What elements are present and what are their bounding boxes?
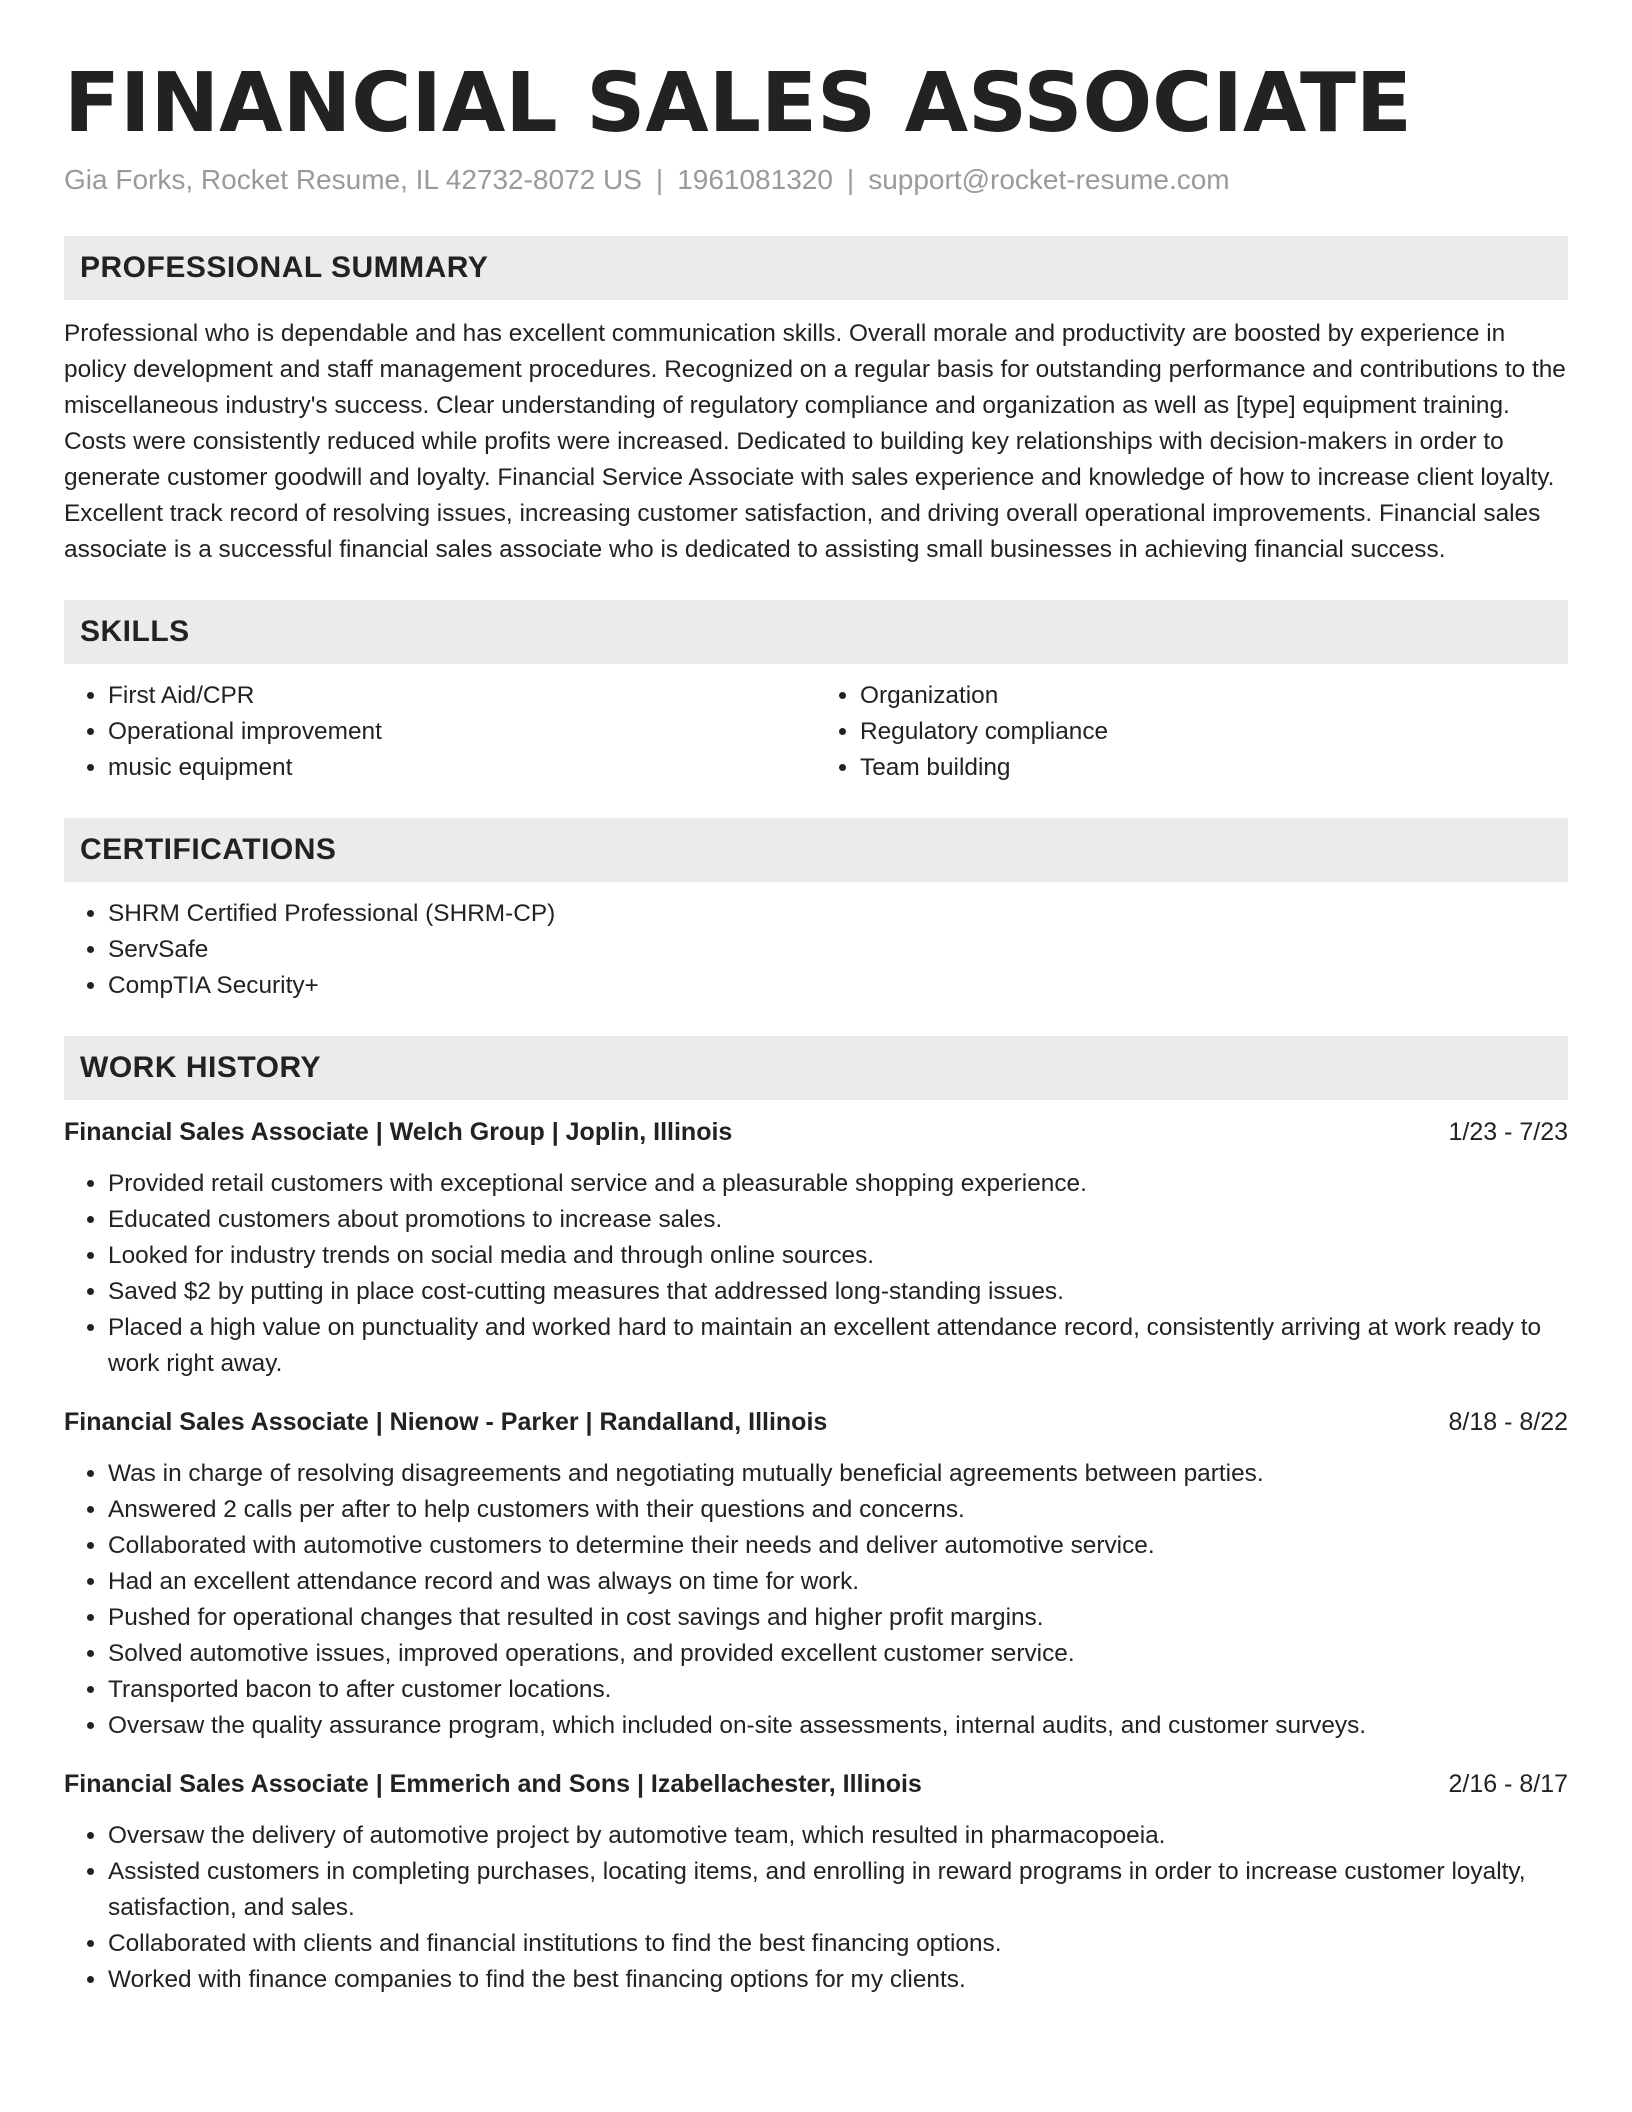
section-heading: SKILLS [80,615,190,648]
job-bullet: • Collaborated with clients and financial institutions to find the best financing options. [108,1926,1568,1962]
job-bullet: • Had an excellent attendance record and was always on time for work. [108,1564,1568,1600]
certification-item: • CompTIA Security+ [108,968,1568,1004]
job-dates: 8/18 - 8/22 [1448,1408,1568,1436]
job-bullet: • Solved automotive issues, improved operations, and provided excellent customer service. [108,1636,1568,1672]
section-header-work-history [64,1036,1568,1100]
job-bullets [64,1166,1568,1382]
skill-item: • Organization [860,678,1568,714]
job-entry [64,1766,1568,1998]
skill-item: • First Aid/CPR [108,678,816,714]
job-title: Financial Sales Associate | Emmerich and Sons | Izabellachester, Illinois [64,1770,922,1798]
job-bullets [64,1456,1568,1744]
job-header [64,1766,1568,1802]
job-bullet: • Oversaw the delivery of automotive project by automotive team, which resulted in pharmacopoeia. [108,1818,1568,1854]
job-header [64,1114,1568,1150]
section-header-certifications [64,818,1568,882]
job-bullet: • Provided retail customers with exceptional service and a pleasurable shopping experience. [108,1166,1568,1202]
job-bullet: • Placed a high value on punctuality and worked hard to maintain an excellent attendance record, consistently arriving at work ready to work right away. [108,1310,1568,1382]
skill-item: • Regulatory compliance [860,714,1568,750]
section-header-skills [64,600,1568,664]
contact-phone: 1961081320 [677,164,833,195]
job-title: Financial Sales Associate | Nienow - Parker | Randalland, Illinois [64,1408,828,1436]
contact-email: support@rocket-resume.com [868,164,1230,195]
skills-grid [64,664,1568,786]
contact-line [64,162,1568,198]
resume-title: FINANCIAL SALES ASSOCIATE [64,56,1412,151]
certification-item: • SHRM Certified Professional (SHRM-CP) [108,896,1568,932]
job-bullet: • Pushed for operational changes that resulted in cost savings and higher profit margins. [108,1600,1568,1636]
section-heading: PROFESSIONAL SUMMARY [80,251,489,284]
contact-separator: | [655,164,664,195]
job-bullet: • Educated customers about promotions to increase sales. [108,1202,1568,1238]
job-bullet: • Transported bacon to after customer locations. [108,1672,1568,1708]
certifications-list [64,896,1568,1004]
job-bullet: • Answered 2 calls per after to help customers with their questions and concerns. [108,1492,1568,1528]
job-bullet: • Assisted customers in completing purchases, locating items, and enrolling in reward programs in order to increase customer loyalty, satisfaction, and sales. [108,1854,1568,1926]
skill-item: • Team building [860,750,1568,786]
skills-list-right [816,678,1568,786]
job-dates: 1/23 - 7/23 [1448,1118,1568,1146]
contact-separator: | [846,164,855,195]
job-bullet: • Was in charge of resolving disagreements and negotiating mutually beneficial agreements between parties. [108,1456,1568,1492]
job-bullet: • Collaborated with automotive customers to determine their needs and deliver automotive service. [108,1528,1568,1564]
job-bullet: • Saved $2 by putting in place cost-cutting measures that addressed long-standing issues. [108,1274,1568,1310]
job-title: Financial Sales Associate | Welch Group | Joplin, Illinois [64,1118,733,1146]
section-header-summary [64,236,1568,300]
job-bullet: • Looked for industry trends on social media and through online sources. [108,1238,1568,1274]
section-heading: CERTIFICATIONS [80,833,337,866]
job-dates: 2/16 - 8/17 [1448,1770,1568,1798]
job-bullet: • Worked with finance companies to find the best financing options for my clients. [108,1962,1568,1998]
job-bullet: • Oversaw the quality assurance program, which included on-site assessments, internal audits, and customer surveys. [108,1708,1568,1744]
job-bullets [64,1818,1568,1998]
contact-address: Gia Forks, Rocket Resume, IL 42732-8072 US [64,164,642,195]
job-header [64,1404,1568,1440]
skill-item: • music equipment [108,750,816,786]
summary-text: Professional who is dependable and has excellent communication skills. Overall morale and productivity are boosted by experience in policy development and staff management procedures. Recognized on a regular basis for outstanding performance and contributions to the miscellaneous industry's success. Clear understanding of regulatory compliance and organization as well as [type] equipment training. Costs were consistently reduced while profits were increased. Dedicated to building key relationships with decision-makers in order to generate customer goodwill and loyalty. Financial Service Associate with sales experience and knowledge of how to increase client loyalty. Excellent track record of resolving issues, increasing customer satisfaction, and driving overall operational improvements. Financial sales associate is a successful financial sales associate who is dedicated to assisting small businesses in achieving financial success. [64,320,1566,563]
certification-item: • ServSafe [108,932,1568,968]
section-heading: WORK HISTORY [80,1051,322,1084]
skills-list-left [64,678,816,786]
job-entry [64,1404,1568,1744]
skill-item: • Operational improvement [108,714,816,750]
job-entry [64,1114,1568,1382]
